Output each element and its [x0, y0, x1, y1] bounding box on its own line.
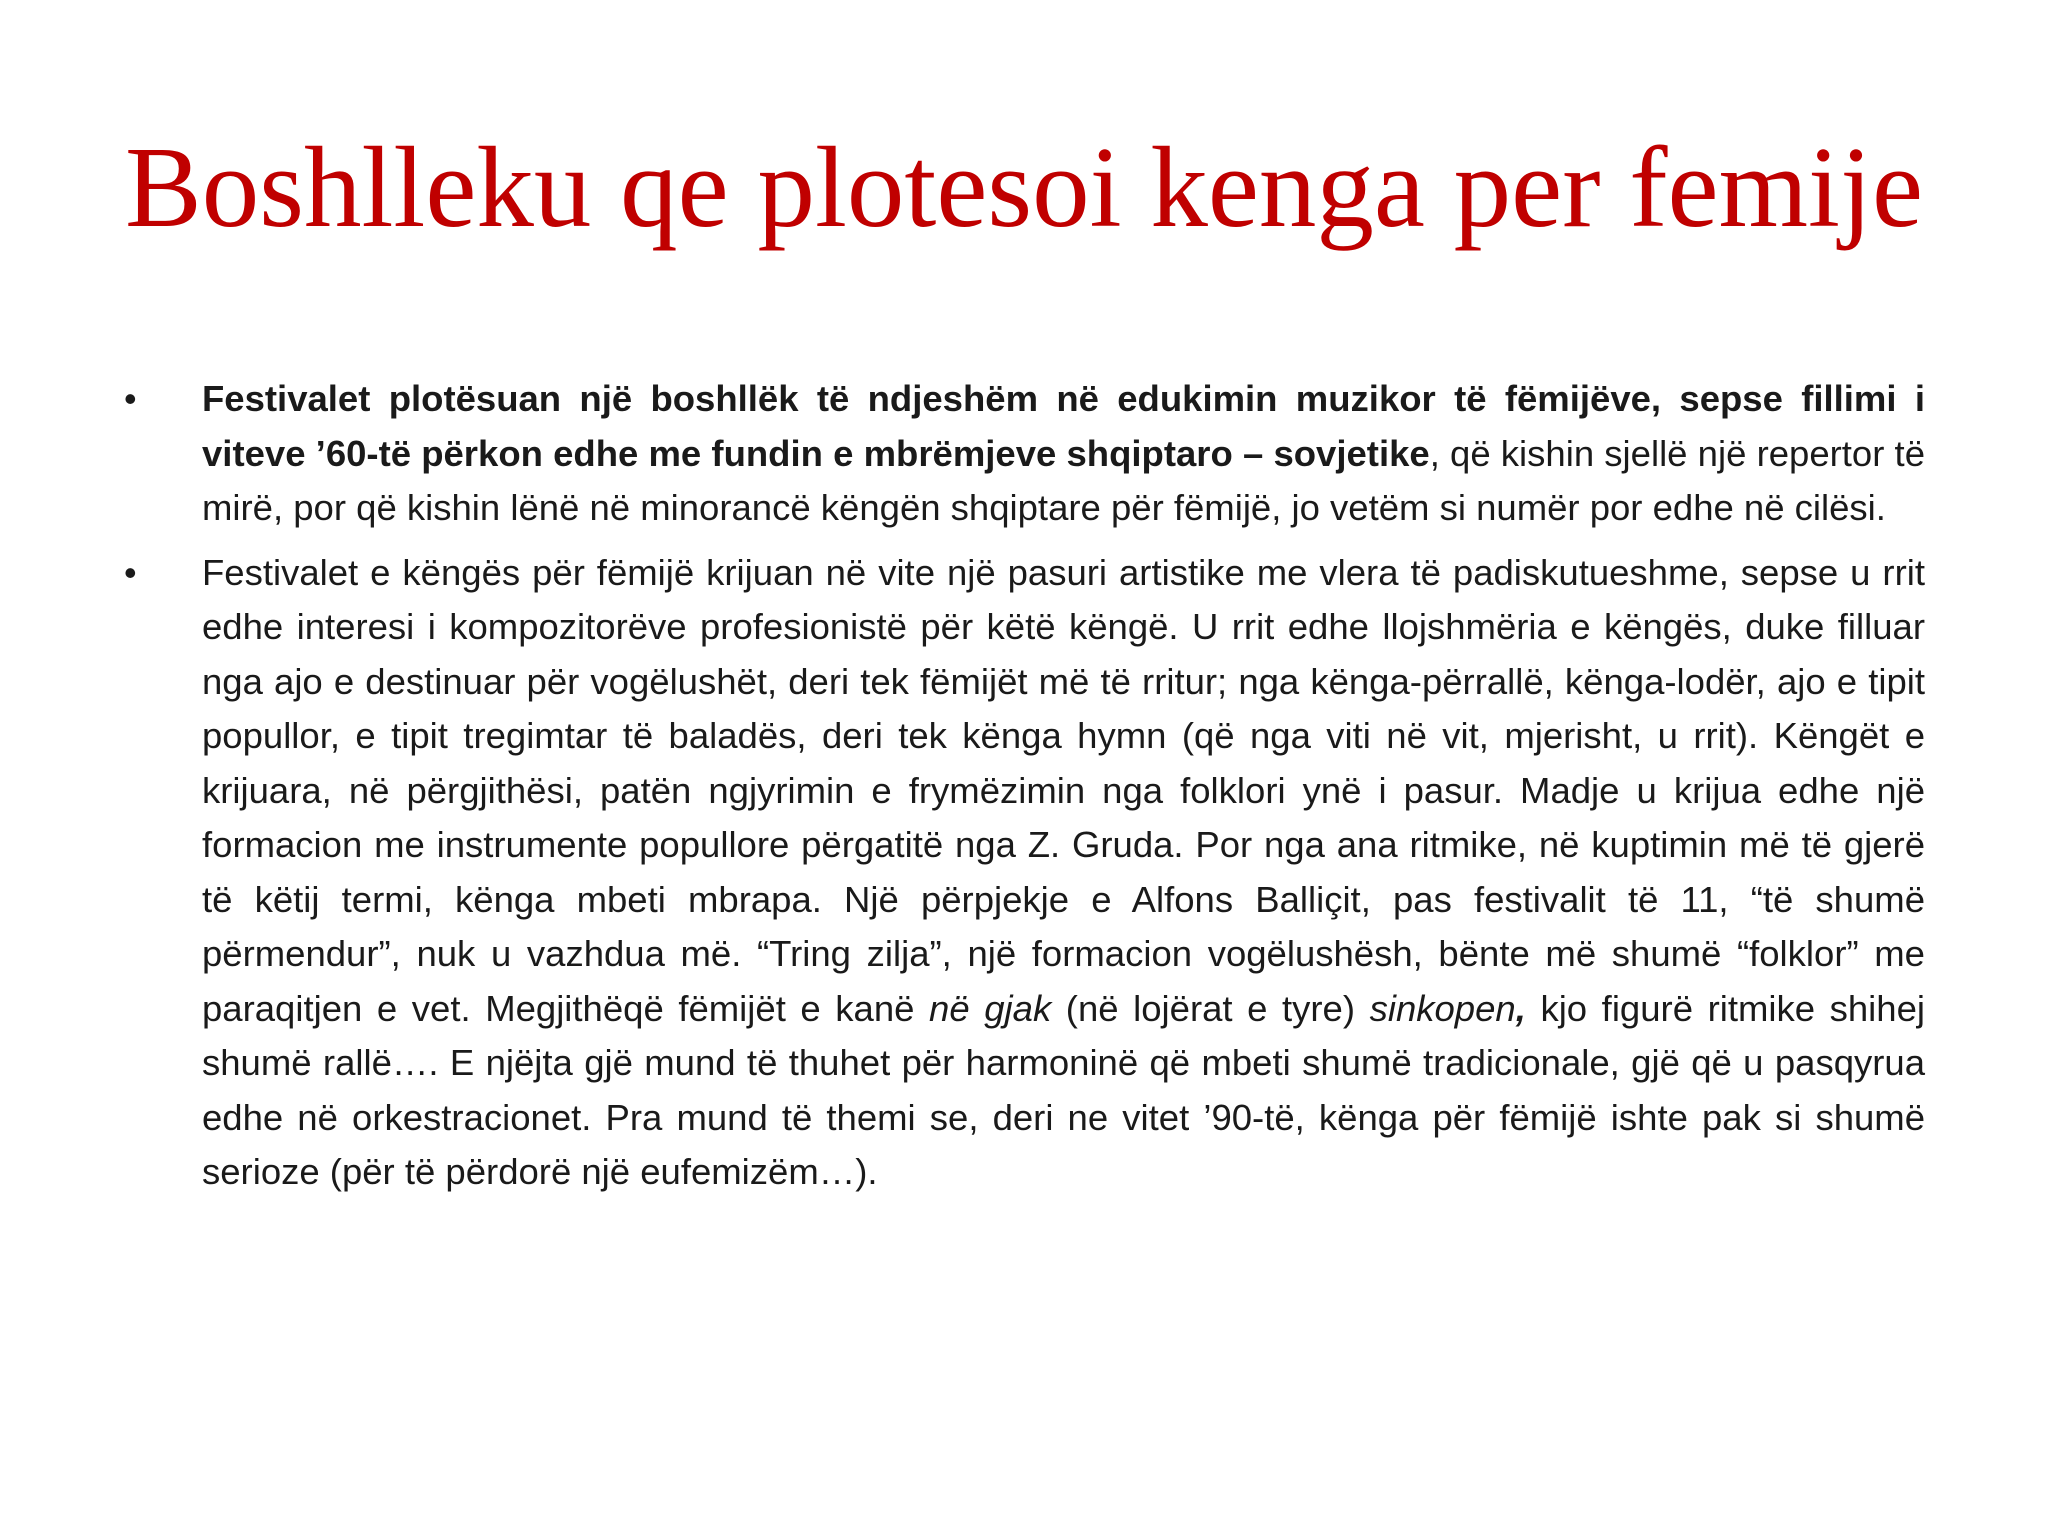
bullet-2-text-2: (në lojërat e tyre) [1051, 987, 1370, 1029]
bullet-item-1 [110, 372, 1925, 536]
bullet-dot-icon: • [124, 378, 137, 419]
bullet-2-text-1: Festivalet e këngës për fëmijë krijuan në vite një pasuri artistike me vlera të padiskutueshme, sepse u rrit edhe interesi i kompozitorëve profesionistë për këtë këngë. U rrit edhe llojshmëria e këngës, duke filluar nga ajo e destinuar për vogëlushët, deri tek fëmijët më të rritur; nga kënga-përrallë, kënga-lodër, ajo e tipit popullor, e tipit tregimtar të baladës, deri tek kënga hymn (që nga viti në vit, mjerisht, u rrit). Këngët e krijuara, në përgjithësi, patën ngjyrimin e frymëzimin nga folklori ynë i pasur. Madje u krijua edhe një formacion me instrumente popullore përgatitë nga Z. Gruda. Por nga ana ritmike, në kuptimin më të gjerë të këtij termi, kënga mbeti mbrapa. Një përpjekje e Alfons Balliçit, pas festivalit të 11, “të shumë përmendur”, nuk u vazhdua më. “Tring zilja”, një formacion vogëlushësh, bënte më shumë “folklor” me paraqitjen e vet. Megjithëqë fëmijët e kanë [202, 551, 1925, 1029]
slide-title: Boshlleku qe plotesoi kenga per femije [125, 124, 1923, 251]
bullet-2-italic-1: në gjak [929, 987, 1052, 1029]
bullet-2-text-3: kjo figurë ritmike shihej shumë rallë…. E njëjta gjë mund të thuhet për harmoninë që mbeti shumë tradicionale, gjë që u pasqyrua edhe në orkestracionet. Pra mund të themi se, deri ne vitet ’90-të, kënga për fëmijë ishte pak si shumë serioze (për të përdorë një eufemizëm…). [202, 987, 1925, 1192]
bullet-2-italic-2: sinkopen [1369, 987, 1516, 1029]
bullet-dot-icon: • [124, 551, 137, 593]
bullet-item-2 [110, 546, 1925, 1200]
bullet-1-text: , që kishin sjellë një repertor të mirë, por që kishin lënë në minorancë këngën shqiptare për fëmijë, jo vetëm si numër por edhe në cilësi. [202, 432, 1925, 528]
bullet-list [110, 372, 1925, 1210]
bullet-1-bold-text: Festivalet plotësuan një boshllëk të ndjeshëm në edukimin muzikor të fëmijëve, sepse fillimi i viteve ’60-të përkon edhe me fundin e mbrëmjeve shqiptaro – sovjetike [202, 378, 1925, 474]
bullet-2-bold-italic: , [1515, 987, 1526, 1029]
